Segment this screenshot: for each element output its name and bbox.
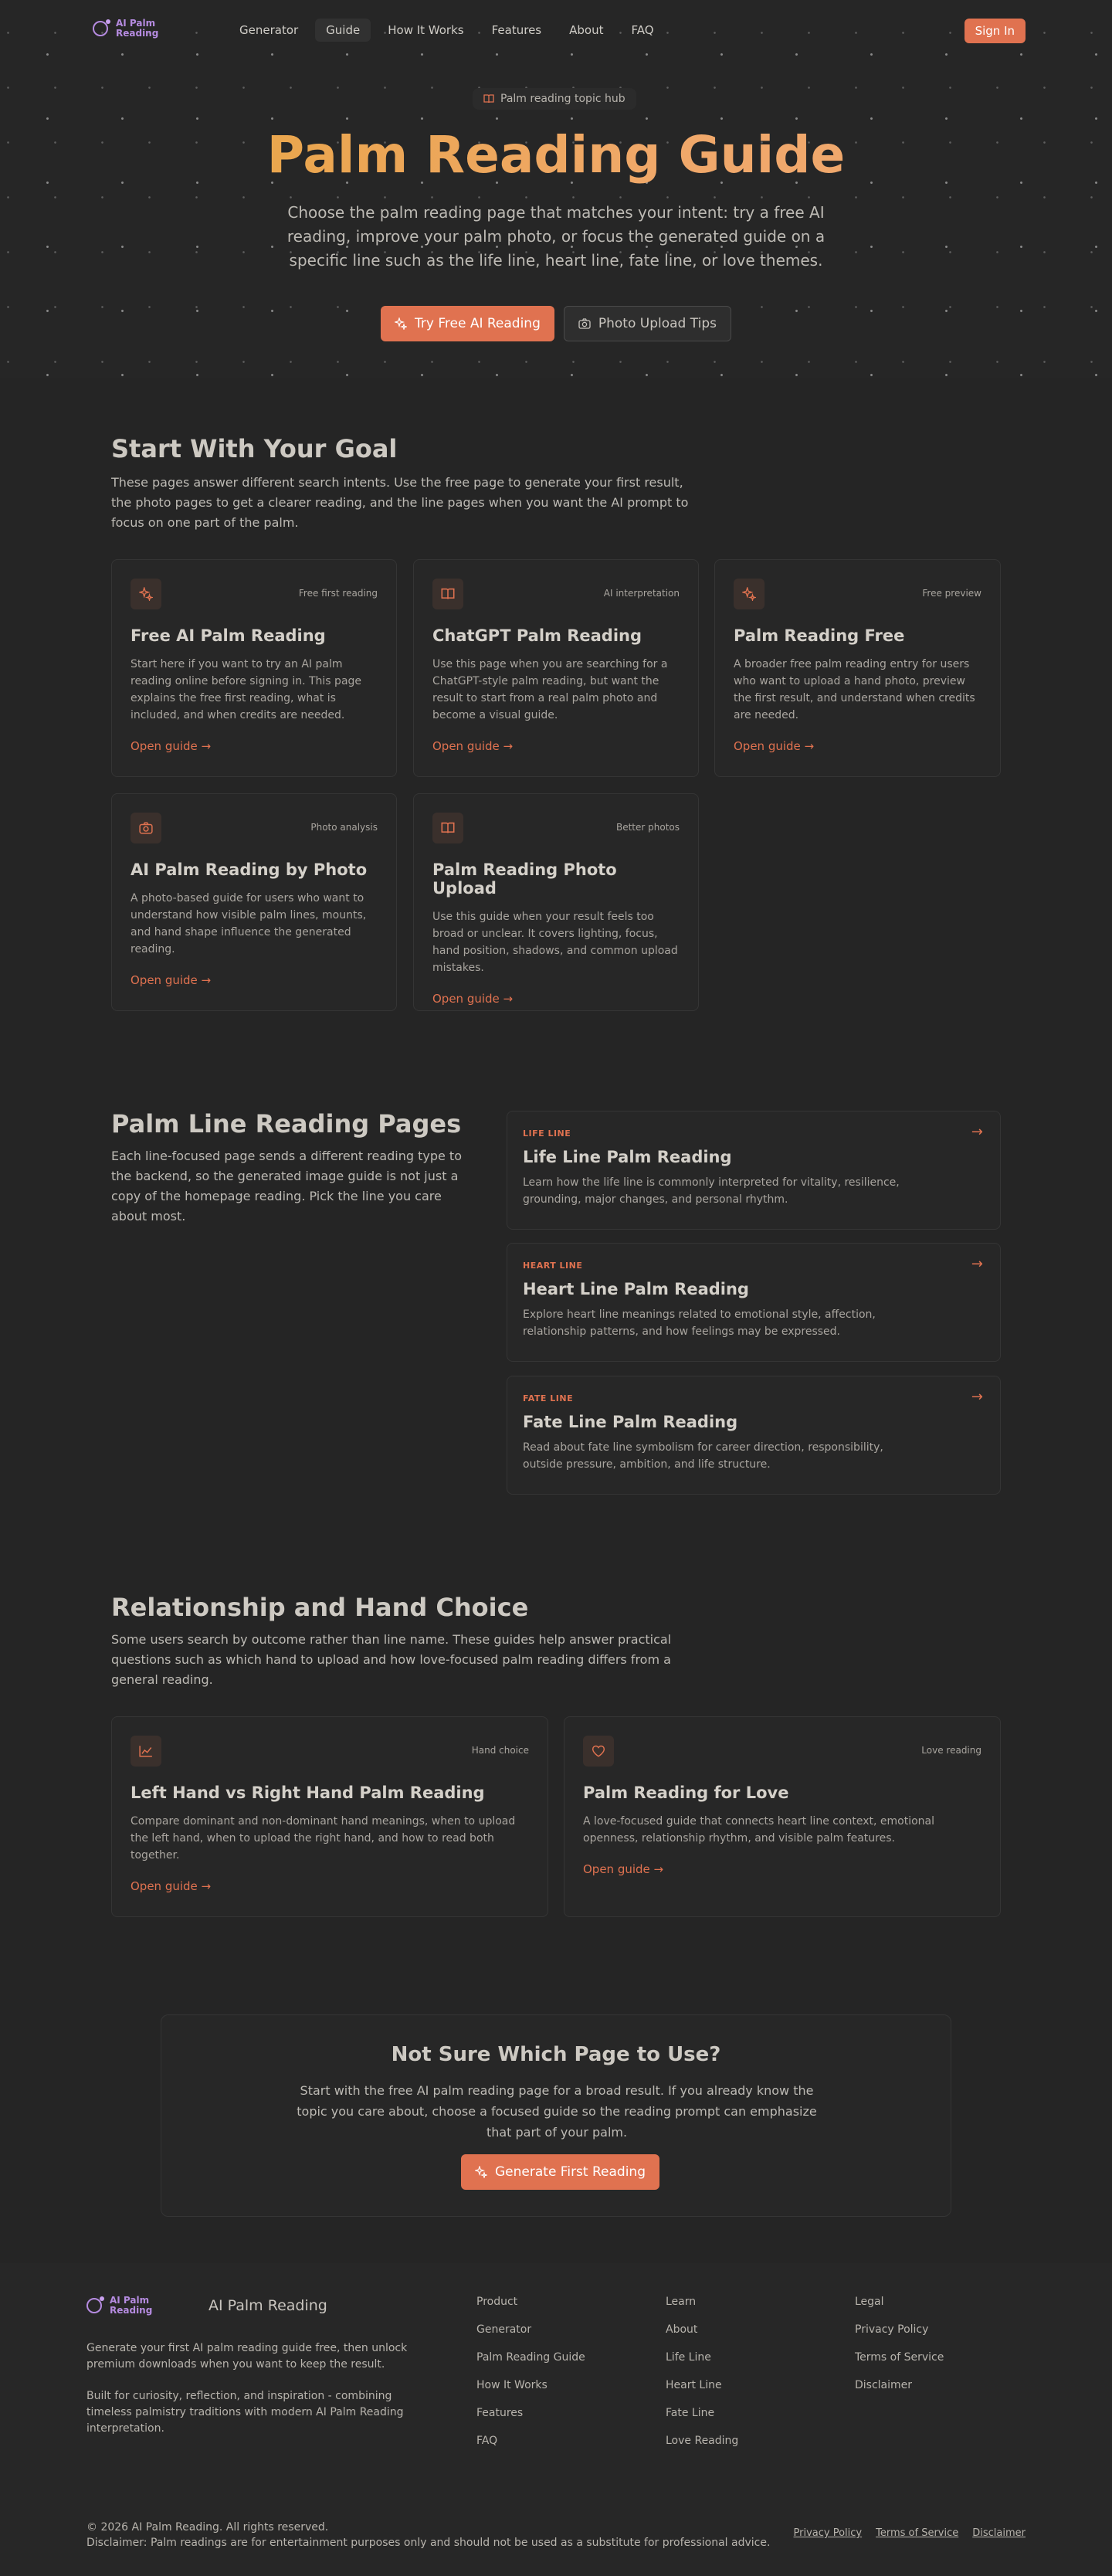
relationship-section-description: Some users search by outcome rather than line name. These guides help answer practical questions such as which hand to upload and how love-focused palm reading differs from a general reading. <box>111 1632 672 1687</box>
open-guide-link[interactable]: Open guide → <box>583 1862 664 1876</box>
open-guide-link[interactable]: Open guide → <box>131 973 212 987</box>
card-title: Left Hand vs Right Hand Palm Reading <box>131 1784 485 1802</box>
guide-card-palm-reading-free[interactable] <box>714 559 1001 777</box>
nav-link-faq[interactable]: FAQ <box>631 23 654 37</box>
open-guide-link[interactable]: Open guide → <box>432 992 514 1006</box>
card-description: Use this page when you are searching for a ChatGPT-style palm reading, but want the result to start from a real palm photo and become a visual guide. <box>432 658 668 721</box>
footer-link-love-reading[interactable]: Love Reading <box>666 2435 739 2447</box>
footer-link-privacy-policy[interactable]: Privacy Policy <box>855 2323 929 2336</box>
disclaimer-text: Disclaimer: Palm readings are for entertainment purposes only and should not be used as a substitute for professional advice. <box>86 2537 771 2549</box>
footer-description: Generate your first AI palm reading guide free, then unlock premium downloads when you want to keep the result. <box>86 2342 408 2371</box>
nav-link-features[interactable]: Features <box>491 23 542 37</box>
card-description: A broader free palm reading entry for users who want to upload a hand photo, preview the first result, and understand when credits are needed. <box>734 658 975 721</box>
guide-card-chatgpt-palm-reading[interactable] <box>413 559 699 777</box>
cta-panel <box>161 2014 951 2217</box>
footer-link-disclaimer[interactable]: Disclaimer <box>855 2379 913 2391</box>
nav-link-how-it-works[interactable]: How It Works <box>388 23 464 37</box>
logo-text-line2: Reading <box>110 2305 153 2316</box>
line-card-title: Life Line Palm Reading <box>523 1148 732 1166</box>
footer-column-legal <box>855 2296 944 2407</box>
footer-link-life-line[interactable]: Life Line <box>666 2351 711 2364</box>
footer-link-heart-line[interactable]: Heart Line <box>666 2379 722 2391</box>
line-card-heart-line[interactable] <box>507 1243 1001 1362</box>
chart-icon <box>131 1736 161 1767</box>
footer-column-learn <box>666 2296 738 2462</box>
arrow-right-icon: → <box>971 1389 983 1405</box>
palm-logo-icon <box>93 21 108 36</box>
camera-icon <box>578 318 591 329</box>
guide-card-palm-reading-for-love[interactable] <box>564 1716 1001 1917</box>
card-tag: Free preview <box>922 588 981 599</box>
logo-text-line1: AI Palm <box>116 18 156 29</box>
card-description: A love-focused guide that connects heart line context, emotional openness, relationship rhythm, and visible palm features. <box>583 1815 935 1845</box>
card-title: Free AI Palm Reading <box>131 626 326 645</box>
line-card-fate-line[interactable] <box>507 1376 1001 1495</box>
card-description: Compare dominant and non-dominant hand meanings, when to upload the left hand, when to upload the right hand, and how to read both together. <box>131 1815 516 1862</box>
sparkles-icon <box>475 2166 487 2178</box>
logo-text-line2: Reading <box>116 28 159 39</box>
footer-heading-product: Product <box>476 2296 518 2308</box>
sparkles-icon <box>734 579 764 609</box>
hero-subtitle: Choose the palm reading page that matches your intent: try a free AI reading, improve your palm photo, or focus the generated guide on a specific line such as the life line, heart line, fate line, or love themes. <box>286 203 826 270</box>
guide-card-ai-palm-reading-by-photo[interactable] <box>111 793 397 1011</box>
footer-logo[interactable] <box>86 2296 152 2316</box>
line-card-title: Heart Line Palm Reading <box>523 1280 749 1298</box>
open-guide-link[interactable]: Open guide → <box>432 739 514 753</box>
card-tag: Love reading <box>921 1745 981 1756</box>
guide-card-palm-reading-photo-upload[interactable] <box>413 793 699 1011</box>
footer-link-faq[interactable]: FAQ <box>476 2435 498 2447</box>
relationship-section-title: Relationship and Hand Choice <box>111 1593 529 1622</box>
footer-link-features[interactable]: Features <box>476 2407 524 2419</box>
footer-heading-legal: Legal <box>855 2296 884 2308</box>
footer-copyright-block <box>86 2520 770 2551</box>
card-title: Palm Reading for Love <box>583 1784 789 1802</box>
nav-link-about[interactable]: About <box>569 23 604 37</box>
cta-text: Start with the free AI palm reading page for a broad result. If you already know the topic you care about, choose a focused guide so the reading prompt can emphasize that part of your palm. <box>297 2083 817 2140</box>
legal-link-disclaimer[interactable]: Disclaimer <box>972 2527 1026 2539</box>
footer-heading-learn: Learn <box>666 2296 697 2308</box>
nav-link-generator[interactable]: Generator <box>239 23 299 37</box>
heart-icon <box>583 1736 614 1767</box>
line-card-life-line[interactable] <box>507 1111 1001 1230</box>
goal-section-title: Start With Your Goal <box>111 434 398 463</box>
cta-title: Not Sure Which Page to Use? <box>391 2043 721 2066</box>
topic-hub-label: Palm reading topic hub <box>500 93 626 105</box>
generate-first-reading-button[interactable]: Generate First Reading <box>461 2154 659 2190</box>
book-icon <box>432 813 463 843</box>
lines-section-title: Palm Line Reading Pages <box>111 1109 462 1139</box>
open-guide-link[interactable]: Open guide → <box>131 739 212 753</box>
palm-logo-icon <box>86 2298 102 2313</box>
line-card-description: Learn how the life line is commonly interpreted for vitality, resilience, grounding, major changes, and personal rhythm. <box>523 1176 900 1206</box>
open-guide-link[interactable]: Open guide → <box>131 1879 212 1893</box>
line-card-label: FATE LINE <box>523 1393 574 1403</box>
guide-card-left-vs-right-hand[interactable] <box>111 1716 548 1917</box>
footer-link-how-it-works[interactable]: How It Works <box>476 2379 548 2391</box>
legal-link-privacy-policy[interactable]: Privacy Policy <box>793 2527 863 2539</box>
footer-column-product <box>476 2296 585 2462</box>
camera-icon <box>131 813 161 843</box>
line-card-label: LIFE LINE <box>523 1128 571 1139</box>
footer-legal-links <box>794 2527 1026 2539</box>
card-tag: AI interpretation <box>603 588 680 599</box>
top-navigation <box>0 0 1112 60</box>
footer <box>0 2263 1112 2576</box>
card-title: ChatGPT Palm Reading <box>432 626 642 645</box>
footer-link-terms-of-service[interactable]: Terms of Service <box>855 2351 944 2364</box>
card-description: Use this guide when your result feels too broad or unclear. It covers lighting, focus, hand position, shadows, and common upload mistakes. <box>432 911 678 974</box>
card-tag: Hand choice <box>471 1745 529 1756</box>
card-description: A photo-based guide for users who want to understand how visible palm lines, mounts, and hand shape influence the generated reading. <box>131 892 367 955</box>
book-icon <box>483 94 494 104</box>
legal-link-terms-of-service[interactable]: Terms of Service <box>876 2527 959 2539</box>
footer-brand-name: AI Palm Reading <box>208 2297 327 2314</box>
nav-links <box>229 19 671 42</box>
card-title: AI Palm Reading by Photo <box>131 860 368 879</box>
sparkles-icon <box>395 317 407 330</box>
card-tag: Free first reading <box>298 588 378 599</box>
line-card-description: Read about fate line symbolism for career direction, responsibility, outside pressure, ambition, and life structure. <box>523 1441 883 1471</box>
footer-link-fate-line[interactable]: Fate Line <box>666 2407 715 2419</box>
arrow-right-icon: → <box>971 1124 983 1140</box>
line-card-title: Fate Line Palm Reading <box>523 1413 738 1431</box>
nav-link-guide[interactable]: Guide <box>315 19 371 42</box>
topic-hub-badge <box>473 88 636 110</box>
logo[interactable] <box>93 19 158 39</box>
footer-link-palm-reading-guide[interactable]: Palm Reading Guide <box>476 2351 585 2364</box>
open-guide-link[interactable]: Open guide → <box>734 739 815 753</box>
footer-link-about[interactable]: About <box>666 2323 698 2336</box>
card-tag: Photo analysis <box>310 822 378 833</box>
arrow-right-icon: → <box>971 1256 983 1272</box>
footer-link-generator[interactable]: Generator <box>476 2323 532 2336</box>
line-card-label: HEART LINE <box>523 1261 583 1271</box>
page-title: Palm Reading Guide <box>0 125 1112 185</box>
card-title: Palm Reading Free <box>734 626 905 645</box>
card-description: Start here if you want to try an AI palm reading online before signing in. This page explains the free first reading, what is included, and when credits are needed. <box>131 658 362 721</box>
try-free-reading-button[interactable]: Try Free AI Reading <box>381 306 554 341</box>
sign-in-button[interactable]: Sign In <box>965 19 1026 43</box>
footer-mission: Built for curiosity, reflection, and inspiration - combining timeless palmistry traditions with modern AI Palm Reading interpretation. <box>86 2390 404 2435</box>
copyright-text: © 2026 AI Palm Reading. All rights reserved. <box>86 2521 329 2534</box>
hero-buttons <box>0 306 1112 341</box>
guide-card-free-ai-palm-reading[interactable] <box>111 559 397 777</box>
goal-section-description: These pages answer different search intents. Use the free page to generate your first result, the photo pages to get a clearer reading, and the line pages when you want the AI prompt to focus on one part of the palm. <box>111 475 689 530</box>
sparkles-icon <box>131 579 161 609</box>
card-tag: Better photos <box>615 822 680 833</box>
lines-section-description: Each line-focused page sends a different reading type to the backend, so the generated image guide is not just a copy of the homepage reading. Pick the line you care about most. <box>111 1149 462 1224</box>
photo-upload-tips-button[interactable]: Photo Upload Tips <box>564 306 731 341</box>
logo-text-line1: AI Palm <box>110 2295 150 2306</box>
book-icon <box>432 579 463 609</box>
card-title: Palm Reading Photo Upload <box>432 860 617 898</box>
line-card-description: Explore heart line meanings related to emotional style, affection, relationship patterns, and how feelings may be expressed. <box>523 1308 876 1338</box>
